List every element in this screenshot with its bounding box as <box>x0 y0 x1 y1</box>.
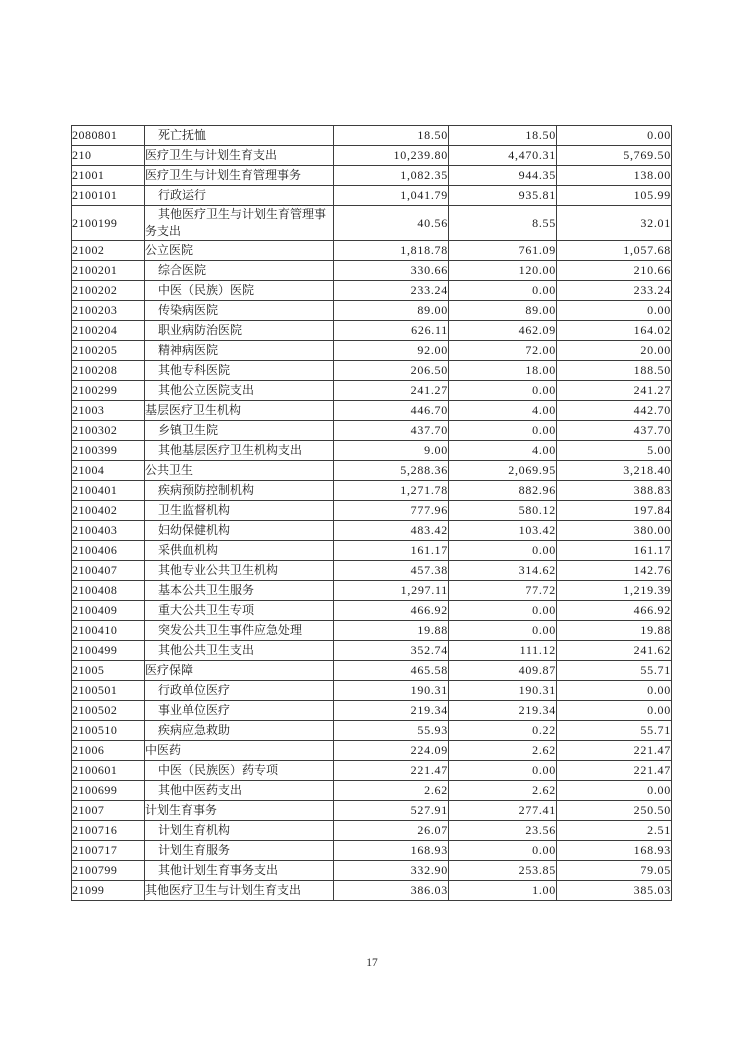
amount-cell: 190.31 <box>449 681 557 701</box>
code-cell: 2100799 <box>72 861 145 881</box>
amount-cell: 138.00 <box>557 166 672 186</box>
code-cell: 2100208 <box>72 361 145 381</box>
amount-cell: 72.00 <box>449 341 557 361</box>
amount-cell: 18.50 <box>449 126 557 146</box>
amount-cell: 0.00 <box>449 381 557 401</box>
table-row <box>72 206 672 241</box>
table-row <box>72 641 672 661</box>
name-cell: 疾病预防控制机构 <box>145 481 334 501</box>
amount-cell: 120.00 <box>449 261 557 281</box>
amount-cell: 77.72 <box>449 581 557 601</box>
code-cell: 21003 <box>72 401 145 421</box>
amount-cell: 18.50 <box>334 126 449 146</box>
name-cell: 计划生育服务 <box>145 841 334 861</box>
amount-cell: 168.93 <box>334 841 449 861</box>
code-cell: 2100203 <box>72 301 145 321</box>
table-row <box>72 481 672 501</box>
amount-cell: 0.00 <box>557 681 672 701</box>
amount-cell: 18.00 <box>449 361 557 381</box>
table-row <box>72 261 672 281</box>
amount-cell: 466.92 <box>334 601 449 621</box>
name-cell: 中医（民族医）药专项 <box>145 761 334 781</box>
amount-cell: 5.00 <box>557 441 672 461</box>
code-cell: 21005 <box>72 661 145 681</box>
budget-expenditure-table <box>71 125 672 901</box>
code-cell: 2100408 <box>72 581 145 601</box>
amount-cell: 89.00 <box>449 301 557 321</box>
table-row <box>72 321 672 341</box>
amount-cell: 332.90 <box>334 861 449 881</box>
amount-cell: 55.93 <box>334 721 449 741</box>
name-cell: 死亡抚恤 <box>145 126 334 146</box>
name-cell: 基层医疗卫生机构 <box>145 401 334 421</box>
amount-cell: 20.00 <box>557 341 672 361</box>
amount-cell: 466.92 <box>557 601 672 621</box>
amount-cell: 233.24 <box>557 281 672 301</box>
name-cell: 医疗卫生与计划生育支出 <box>145 146 334 166</box>
amount-cell: 9.00 <box>334 441 449 461</box>
code-cell: 2100501 <box>72 681 145 701</box>
amount-cell: 32.01 <box>557 206 672 241</box>
code-cell: 2100402 <box>72 501 145 521</box>
table-row <box>72 781 672 801</box>
amount-cell: 409.87 <box>449 661 557 681</box>
amount-cell: 250.50 <box>557 801 672 821</box>
amount-cell: 446.70 <box>334 401 449 421</box>
amount-cell: 1.00 <box>449 881 557 901</box>
name-cell: 卫生监督机构 <box>145 501 334 521</box>
code-cell: 2080801 <box>72 126 145 146</box>
table-row <box>72 601 672 621</box>
code-cell: 210 <box>72 146 145 166</box>
amount-cell: 241.27 <box>557 381 672 401</box>
amount-cell: 210.66 <box>557 261 672 281</box>
code-cell: 2100406 <box>72 541 145 561</box>
table-row <box>72 841 672 861</box>
amount-cell: 0.00 <box>449 621 557 641</box>
table-row <box>72 461 672 481</box>
amount-cell: 168.93 <box>557 841 672 861</box>
amount-cell: 0.00 <box>557 701 672 721</box>
amount-cell: 206.50 <box>334 361 449 381</box>
amount-cell: 221.47 <box>557 761 672 781</box>
table-row <box>72 421 672 441</box>
amount-cell: 465.58 <box>334 661 449 681</box>
amount-cell: 40.56 <box>334 206 449 241</box>
amount-cell: 241.27 <box>334 381 449 401</box>
amount-cell: 483.42 <box>334 521 449 541</box>
name-cell: 乡镇卫生院 <box>145 421 334 441</box>
table-row <box>72 166 672 186</box>
amount-cell: 55.71 <box>557 661 672 681</box>
amount-cell: 626.11 <box>334 321 449 341</box>
table-row <box>72 341 672 361</box>
amount-cell: 142.76 <box>557 561 672 581</box>
name-cell: 其他公共卫生支出 <box>145 641 334 661</box>
table-row <box>72 381 672 401</box>
name-cell: 计划生育事务 <box>145 801 334 821</box>
amount-cell: 190.31 <box>334 681 449 701</box>
name-cell: 行政运行 <box>145 186 334 206</box>
name-cell: 其他专业公共卫生机构 <box>145 561 334 581</box>
table-row <box>72 541 672 561</box>
amount-cell: 3,218.40 <box>557 461 672 481</box>
code-cell: 2100205 <box>72 341 145 361</box>
name-cell: 基本公共卫生服务 <box>145 581 334 601</box>
amount-cell: 241.62 <box>557 641 672 661</box>
amount-cell: 2.62 <box>449 781 557 801</box>
code-cell: 21004 <box>72 461 145 481</box>
code-cell: 2100204 <box>72 321 145 341</box>
amount-cell: 944.35 <box>449 166 557 186</box>
amount-cell: 197.84 <box>557 501 672 521</box>
amount-cell: 0.00 <box>449 761 557 781</box>
amount-cell: 0.00 <box>557 781 672 801</box>
name-cell: 疾病应急救助 <box>145 721 334 741</box>
code-cell: 2100299 <box>72 381 145 401</box>
table-row <box>72 821 672 841</box>
amount-cell: 386.03 <box>334 881 449 901</box>
code-cell: 21099 <box>72 881 145 901</box>
code-cell: 2100601 <box>72 761 145 781</box>
code-cell: 21006 <box>72 741 145 761</box>
amount-cell: 0.00 <box>449 601 557 621</box>
code-cell: 2100403 <box>72 521 145 541</box>
amount-cell: 388.83 <box>557 481 672 501</box>
budget-table-body <box>72 126 672 901</box>
amount-cell: 224.09 <box>334 741 449 761</box>
name-cell: 其他公立医院支出 <box>145 381 334 401</box>
table-row <box>72 741 672 761</box>
name-cell: 中医药 <box>145 741 334 761</box>
amount-cell: 437.70 <box>334 421 449 441</box>
code-cell: 2100401 <box>72 481 145 501</box>
amount-cell: 111.12 <box>449 641 557 661</box>
amount-cell: 457.38 <box>334 561 449 581</box>
amount-cell: 0.22 <box>449 721 557 741</box>
code-cell: 2100716 <box>72 821 145 841</box>
code-cell: 2100409 <box>72 601 145 621</box>
code-cell: 2100202 <box>72 281 145 301</box>
table-row <box>72 701 672 721</box>
name-cell: 突发公共卫生事件应急处理 <box>145 621 334 641</box>
amount-cell: 277.41 <box>449 801 557 821</box>
amount-cell: 4.00 <box>449 401 557 421</box>
amount-cell: 777.96 <box>334 501 449 521</box>
table-row <box>72 801 672 821</box>
amount-cell: 0.00 <box>449 841 557 861</box>
amount-cell: 219.34 <box>449 701 557 721</box>
amount-cell: 89.00 <box>334 301 449 321</box>
amount-cell: 2.62 <box>334 781 449 801</box>
amount-cell: 0.00 <box>449 421 557 441</box>
name-cell: 职业病防治医院 <box>145 321 334 341</box>
amount-cell: 1,041.79 <box>334 186 449 206</box>
name-cell: 综合医院 <box>145 261 334 281</box>
name-cell: 其他中医药支出 <box>145 781 334 801</box>
amount-cell: 1,219.39 <box>557 581 672 601</box>
amount-cell: 761.09 <box>449 241 557 261</box>
code-cell: 2100302 <box>72 421 145 441</box>
name-cell: 计划生育机构 <box>145 821 334 841</box>
table-row <box>72 661 672 681</box>
code-cell: 2100499 <box>72 641 145 661</box>
table-row <box>72 501 672 521</box>
amount-cell: 1,297.11 <box>334 581 449 601</box>
table-row <box>72 301 672 321</box>
amount-cell: 219.34 <box>334 701 449 721</box>
amount-cell: 23.56 <box>449 821 557 841</box>
table-row <box>72 146 672 166</box>
code-cell: 21007 <box>72 801 145 821</box>
table-row <box>72 861 672 881</box>
code-cell: 2100699 <box>72 781 145 801</box>
amount-cell: 580.12 <box>449 501 557 521</box>
amount-cell: 5,288.36 <box>334 461 449 481</box>
table-row <box>72 241 672 261</box>
amount-cell: 0.00 <box>557 301 672 321</box>
table-row <box>72 186 672 206</box>
amount-cell: 221.47 <box>557 741 672 761</box>
amount-cell: 380.00 <box>557 521 672 541</box>
name-cell: 其他专科医院 <box>145 361 334 381</box>
amount-cell: 55.71 <box>557 721 672 741</box>
amount-cell: 0.00 <box>449 281 557 301</box>
amount-cell: 1,082.35 <box>334 166 449 186</box>
amount-cell: 19.88 <box>557 621 672 641</box>
table-row <box>72 761 672 781</box>
code-cell: 2100201 <box>72 261 145 281</box>
amount-cell: 79.05 <box>557 861 672 881</box>
code-cell: 2100407 <box>72 561 145 581</box>
table-row <box>72 621 672 641</box>
name-cell: 其他医疗卫生与计划生育管理事务支出 <box>145 206 334 241</box>
table-row <box>72 361 672 381</box>
code-cell: 2100101 <box>72 186 145 206</box>
amount-cell: 527.91 <box>334 801 449 821</box>
amount-cell: 1,057.68 <box>557 241 672 261</box>
table-row <box>72 721 672 741</box>
name-cell: 采供血机构 <box>145 541 334 561</box>
code-cell: 2100199 <box>72 206 145 241</box>
name-cell: 医疗卫生与计划生育管理事务 <box>145 166 334 186</box>
amount-cell: 1,818.78 <box>334 241 449 261</box>
table-row <box>72 401 672 421</box>
name-cell: 中医（民族）医院 <box>145 281 334 301</box>
name-cell: 公共卫生 <box>145 461 334 481</box>
name-cell: 事业单位医疗 <box>145 701 334 721</box>
amount-cell: 5,769.50 <box>557 146 672 166</box>
code-cell: 21001 <box>72 166 145 186</box>
amount-cell: 19.88 <box>334 621 449 641</box>
table-row <box>72 581 672 601</box>
amount-cell: 314.62 <box>449 561 557 581</box>
code-cell: 2100399 <box>72 441 145 461</box>
amount-cell: 26.07 <box>334 821 449 841</box>
name-cell: 妇幼保健机构 <box>145 521 334 541</box>
name-cell: 其他医疗卫生与计划生育支出 <box>145 881 334 901</box>
code-cell: 2100510 <box>72 721 145 741</box>
table-row <box>72 281 672 301</box>
amount-cell: 2.51 <box>557 821 672 841</box>
amount-cell: 352.74 <box>334 641 449 661</box>
amount-cell: 0.00 <box>449 541 557 561</box>
amount-cell: 935.81 <box>449 186 557 206</box>
amount-cell: 161.17 <box>334 541 449 561</box>
amount-cell: 1,271.78 <box>334 481 449 501</box>
amount-cell: 2.62 <box>449 741 557 761</box>
name-cell: 其他计划生育事务支出 <box>145 861 334 881</box>
amount-cell: 253.85 <box>449 861 557 881</box>
name-cell: 公立医院 <box>145 241 334 261</box>
amount-cell: 0.00 <box>557 126 672 146</box>
amount-cell: 2,069.95 <box>449 461 557 481</box>
table-row <box>72 126 672 146</box>
amount-cell: 385.03 <box>557 881 672 901</box>
table-row <box>72 881 672 901</box>
amount-cell: 10,239.80 <box>334 146 449 166</box>
amount-cell: 103.42 <box>449 521 557 541</box>
page-number: 17 <box>366 957 378 969</box>
amount-cell: 92.00 <box>334 341 449 361</box>
amount-cell: 164.02 <box>557 321 672 341</box>
code-cell: 21002 <box>72 241 145 261</box>
amount-cell: 4,470.31 <box>449 146 557 166</box>
table-row <box>72 441 672 461</box>
amount-cell: 882.96 <box>449 481 557 501</box>
table-row <box>72 561 672 581</box>
amount-cell: 330.66 <box>334 261 449 281</box>
code-cell: 2100502 <box>72 701 145 721</box>
amount-cell: 8.55 <box>449 206 557 241</box>
amount-cell: 221.47 <box>334 761 449 781</box>
table-row <box>72 521 672 541</box>
name-cell: 行政单位医疗 <box>145 681 334 701</box>
amount-cell: 442.70 <box>557 401 672 421</box>
name-cell: 传染病医院 <box>145 301 334 321</box>
name-cell: 其他基层医疗卫生机构支出 <box>145 441 334 461</box>
name-cell: 重大公共卫生专项 <box>145 601 334 621</box>
code-cell: 2100410 <box>72 621 145 641</box>
name-cell: 精神病医院 <box>145 341 334 361</box>
amount-cell: 4.00 <box>449 441 557 461</box>
amount-cell: 437.70 <box>557 421 672 441</box>
amount-cell: 188.50 <box>557 361 672 381</box>
code-cell: 2100717 <box>72 841 145 861</box>
amount-cell: 105.99 <box>557 186 672 206</box>
amount-cell: 462.09 <box>449 321 557 341</box>
amount-cell: 233.24 <box>334 281 449 301</box>
table-row <box>72 681 672 701</box>
name-cell: 医疗保障 <box>145 661 334 681</box>
amount-cell: 161.17 <box>557 541 672 561</box>
